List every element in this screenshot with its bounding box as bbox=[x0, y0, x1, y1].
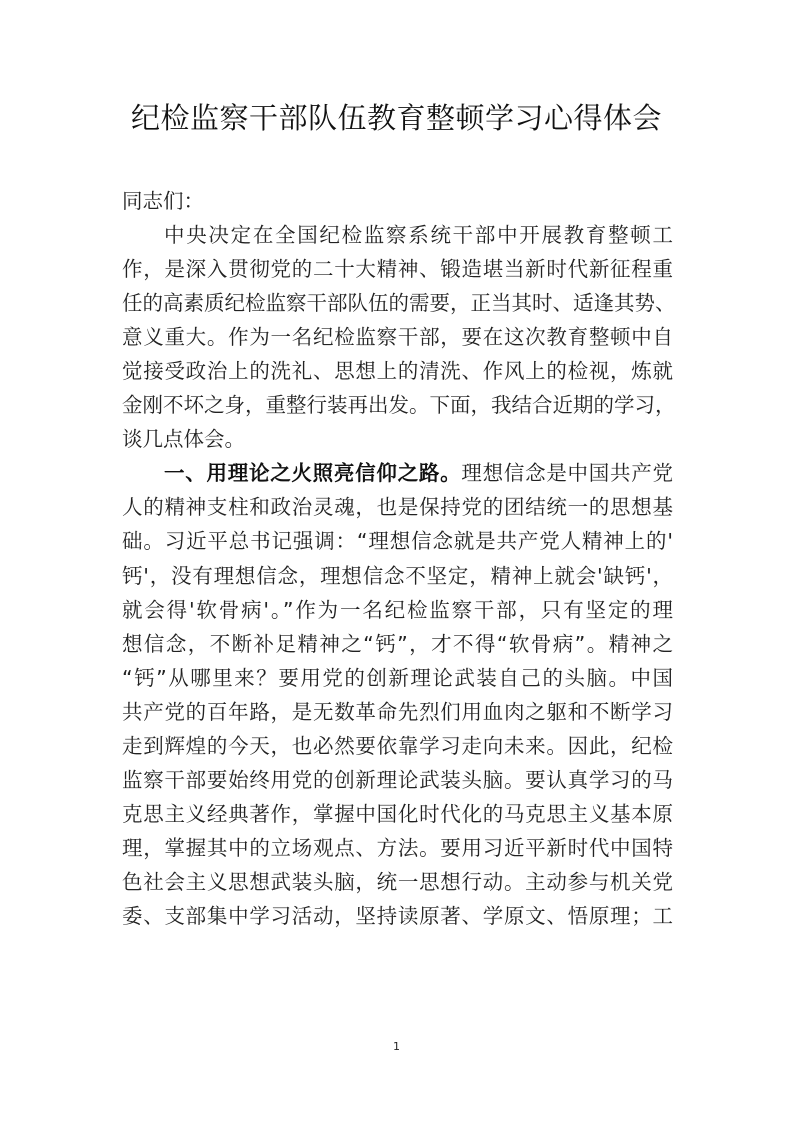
text-line bbox=[122, 661, 673, 695]
line-text: 就会得'软骨病'。”作为一名纪检监察干部，只有坚定的理 bbox=[122, 597, 673, 622]
line-text: 走到辉煌的今天，也必然要依靠学习走向未来。因此，纪检 bbox=[122, 733, 673, 758]
text-line bbox=[122, 218, 673, 252]
line-text: 理想信念是中国共产党 bbox=[461, 461, 674, 486]
line-text: 钙'，没有理想信念，理想信念不坚定，精神上就会'缺钙'， bbox=[122, 563, 673, 588]
line-text: 克思主义经典著作，掌握中国化时代化的马克思主义基本原 bbox=[122, 801, 673, 826]
line-text: 意义重大。作为一名纪检监察干部，要在这次教育整顿中自 bbox=[122, 325, 673, 350]
text-line bbox=[122, 865, 673, 899]
line-text: 共产党的百年路，是无数革命先烈们用血肉之躯和不断学习 bbox=[122, 699, 673, 724]
text-line bbox=[122, 695, 673, 729]
text-line bbox=[122, 797, 673, 831]
line-text: 监察干部要始终用党的创新理论武装头脑。要认真学习的马 bbox=[122, 767, 673, 792]
line-text: 任的高素质纪检监察干部队伍的需要，正当其时、适逢其势、 bbox=[122, 291, 676, 316]
line-text: 觉接受政治上的洗礼、思想上的清洗、作风上的检视，炼就 bbox=[122, 359, 673, 384]
section-heading: 一、用理论之火照亮信仰之路。 bbox=[164, 461, 462, 486]
paragraph-lines bbox=[122, 218, 676, 933]
text-line bbox=[122, 831, 673, 865]
text-line bbox=[122, 524, 673, 558]
line-text: 想信念，不断补足精神之“钙”，才不得“软骨病”。精神之 bbox=[122, 631, 673, 656]
text-line bbox=[122, 593, 673, 627]
text-line bbox=[122, 627, 673, 661]
text-line bbox=[122, 422, 673, 456]
text-line bbox=[122, 354, 673, 388]
document-title: 纪检监察干部队伍教育整顿学习心得体会 bbox=[130, 101, 662, 135]
text-line bbox=[122, 729, 673, 763]
text-line bbox=[122, 490, 673, 524]
line-text: 色社会主义思想武装头脑，统一思想行动。主动参与机关党 bbox=[122, 869, 673, 894]
text-line bbox=[122, 286, 676, 320]
line-text: 委、支部集中学习活动，坚持读原著、学原文、悟原理；工 bbox=[122, 903, 673, 928]
salutation: 同志们： bbox=[122, 189, 204, 213]
text-line bbox=[122, 388, 676, 422]
line-text: 人的精神支柱和政治灵魂，也是保持党的团结统一的思想基 bbox=[122, 495, 673, 520]
line-text: 中央决定在全国纪检监察系统干部中开展教育整顿工 bbox=[164, 223, 673, 248]
line-text: 金刚不坏之身，重整行装再出发。下面，我结合近期的学习， bbox=[122, 393, 676, 418]
line-text: 础。习近平总书记强调：“理想信念就是共产党人精神上的' bbox=[122, 529, 673, 554]
section-heading-line bbox=[122, 456, 673, 490]
text-line bbox=[122, 763, 673, 797]
line-text: 谈几点体会。 bbox=[122, 427, 245, 452]
line-text: 理，掌握其中的立场观点、方法。要用习近平新时代中国特 bbox=[122, 835, 673, 860]
line-text: 作，是深入贯彻党的二十大精神、锻造堪当新时代新征程重 bbox=[122, 257, 673, 282]
text-line bbox=[122, 559, 673, 593]
text-line bbox=[122, 320, 673, 354]
line-text: “钙”从哪里来？要用党的创新理论武装自己的头脑。中国 bbox=[122, 665, 673, 690]
page-number: 1 bbox=[393, 1040, 400, 1053]
document-body bbox=[122, 184, 676, 933]
text-line bbox=[122, 899, 673, 933]
text-line bbox=[122, 252, 673, 286]
